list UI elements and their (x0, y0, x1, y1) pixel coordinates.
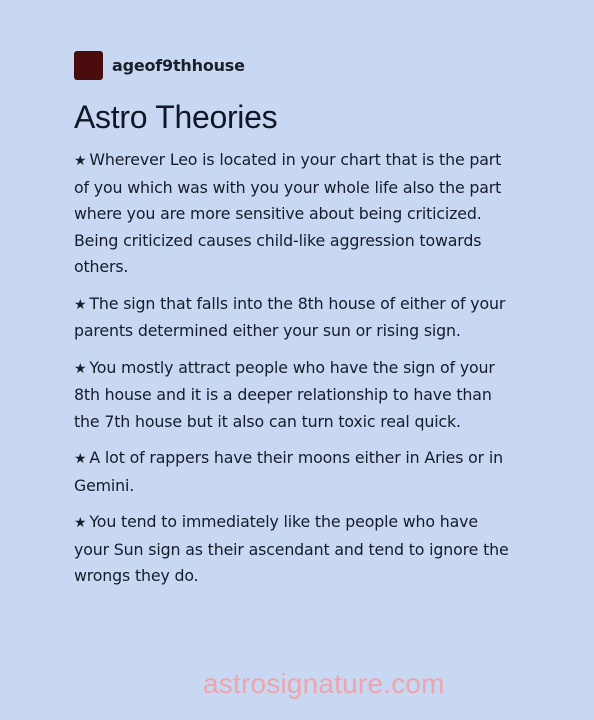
star-icon: ★ (74, 360, 87, 377)
theory-item (74, 509, 514, 590)
theory-text: Wherever Leo is located in your chart that is the part of you which was with you your whole life also the part where you are more sensitive about being criticized. Being criticized causes child-like aggression towards others. (74, 150, 502, 276)
theory-item (74, 445, 514, 499)
post-card (74, 50, 514, 600)
post-title: Astro Theories (74, 99, 278, 135)
theory-item (74, 147, 514, 281)
theory-text: The sign that falls into the 8th house of either of your parents determined either your sun or rising sign. (74, 293, 506, 340)
theory-text: You tend to immediately like the people who have your Sun sign as their ascendant and tend to ignore the wrongs they do. (74, 512, 509, 585)
star-icon: ★ (74, 296, 87, 313)
theory-list (74, 147, 514, 590)
theory-item (74, 291, 514, 345)
star-icon: ★ (74, 451, 87, 467)
watermark: astrosignature.com (203, 668, 445, 699)
post-header (74, 50, 514, 80)
star-icon: ★ (74, 515, 87, 531)
theory-text: You mostly attract people who have the sign of your 8th house and it is a deeper relationship to have than the 7th house but it also can turn toxic real quick. (74, 357, 495, 431)
star-icon: ★ (74, 153, 87, 169)
theory-text: A lot of rappers have their moons either in Aries or in Gemini. (74, 448, 503, 495)
theory-item (74, 355, 514, 436)
avatar[interactable] (74, 51, 103, 80)
username-link[interactable]: ageof9thhouse (112, 55, 245, 75)
